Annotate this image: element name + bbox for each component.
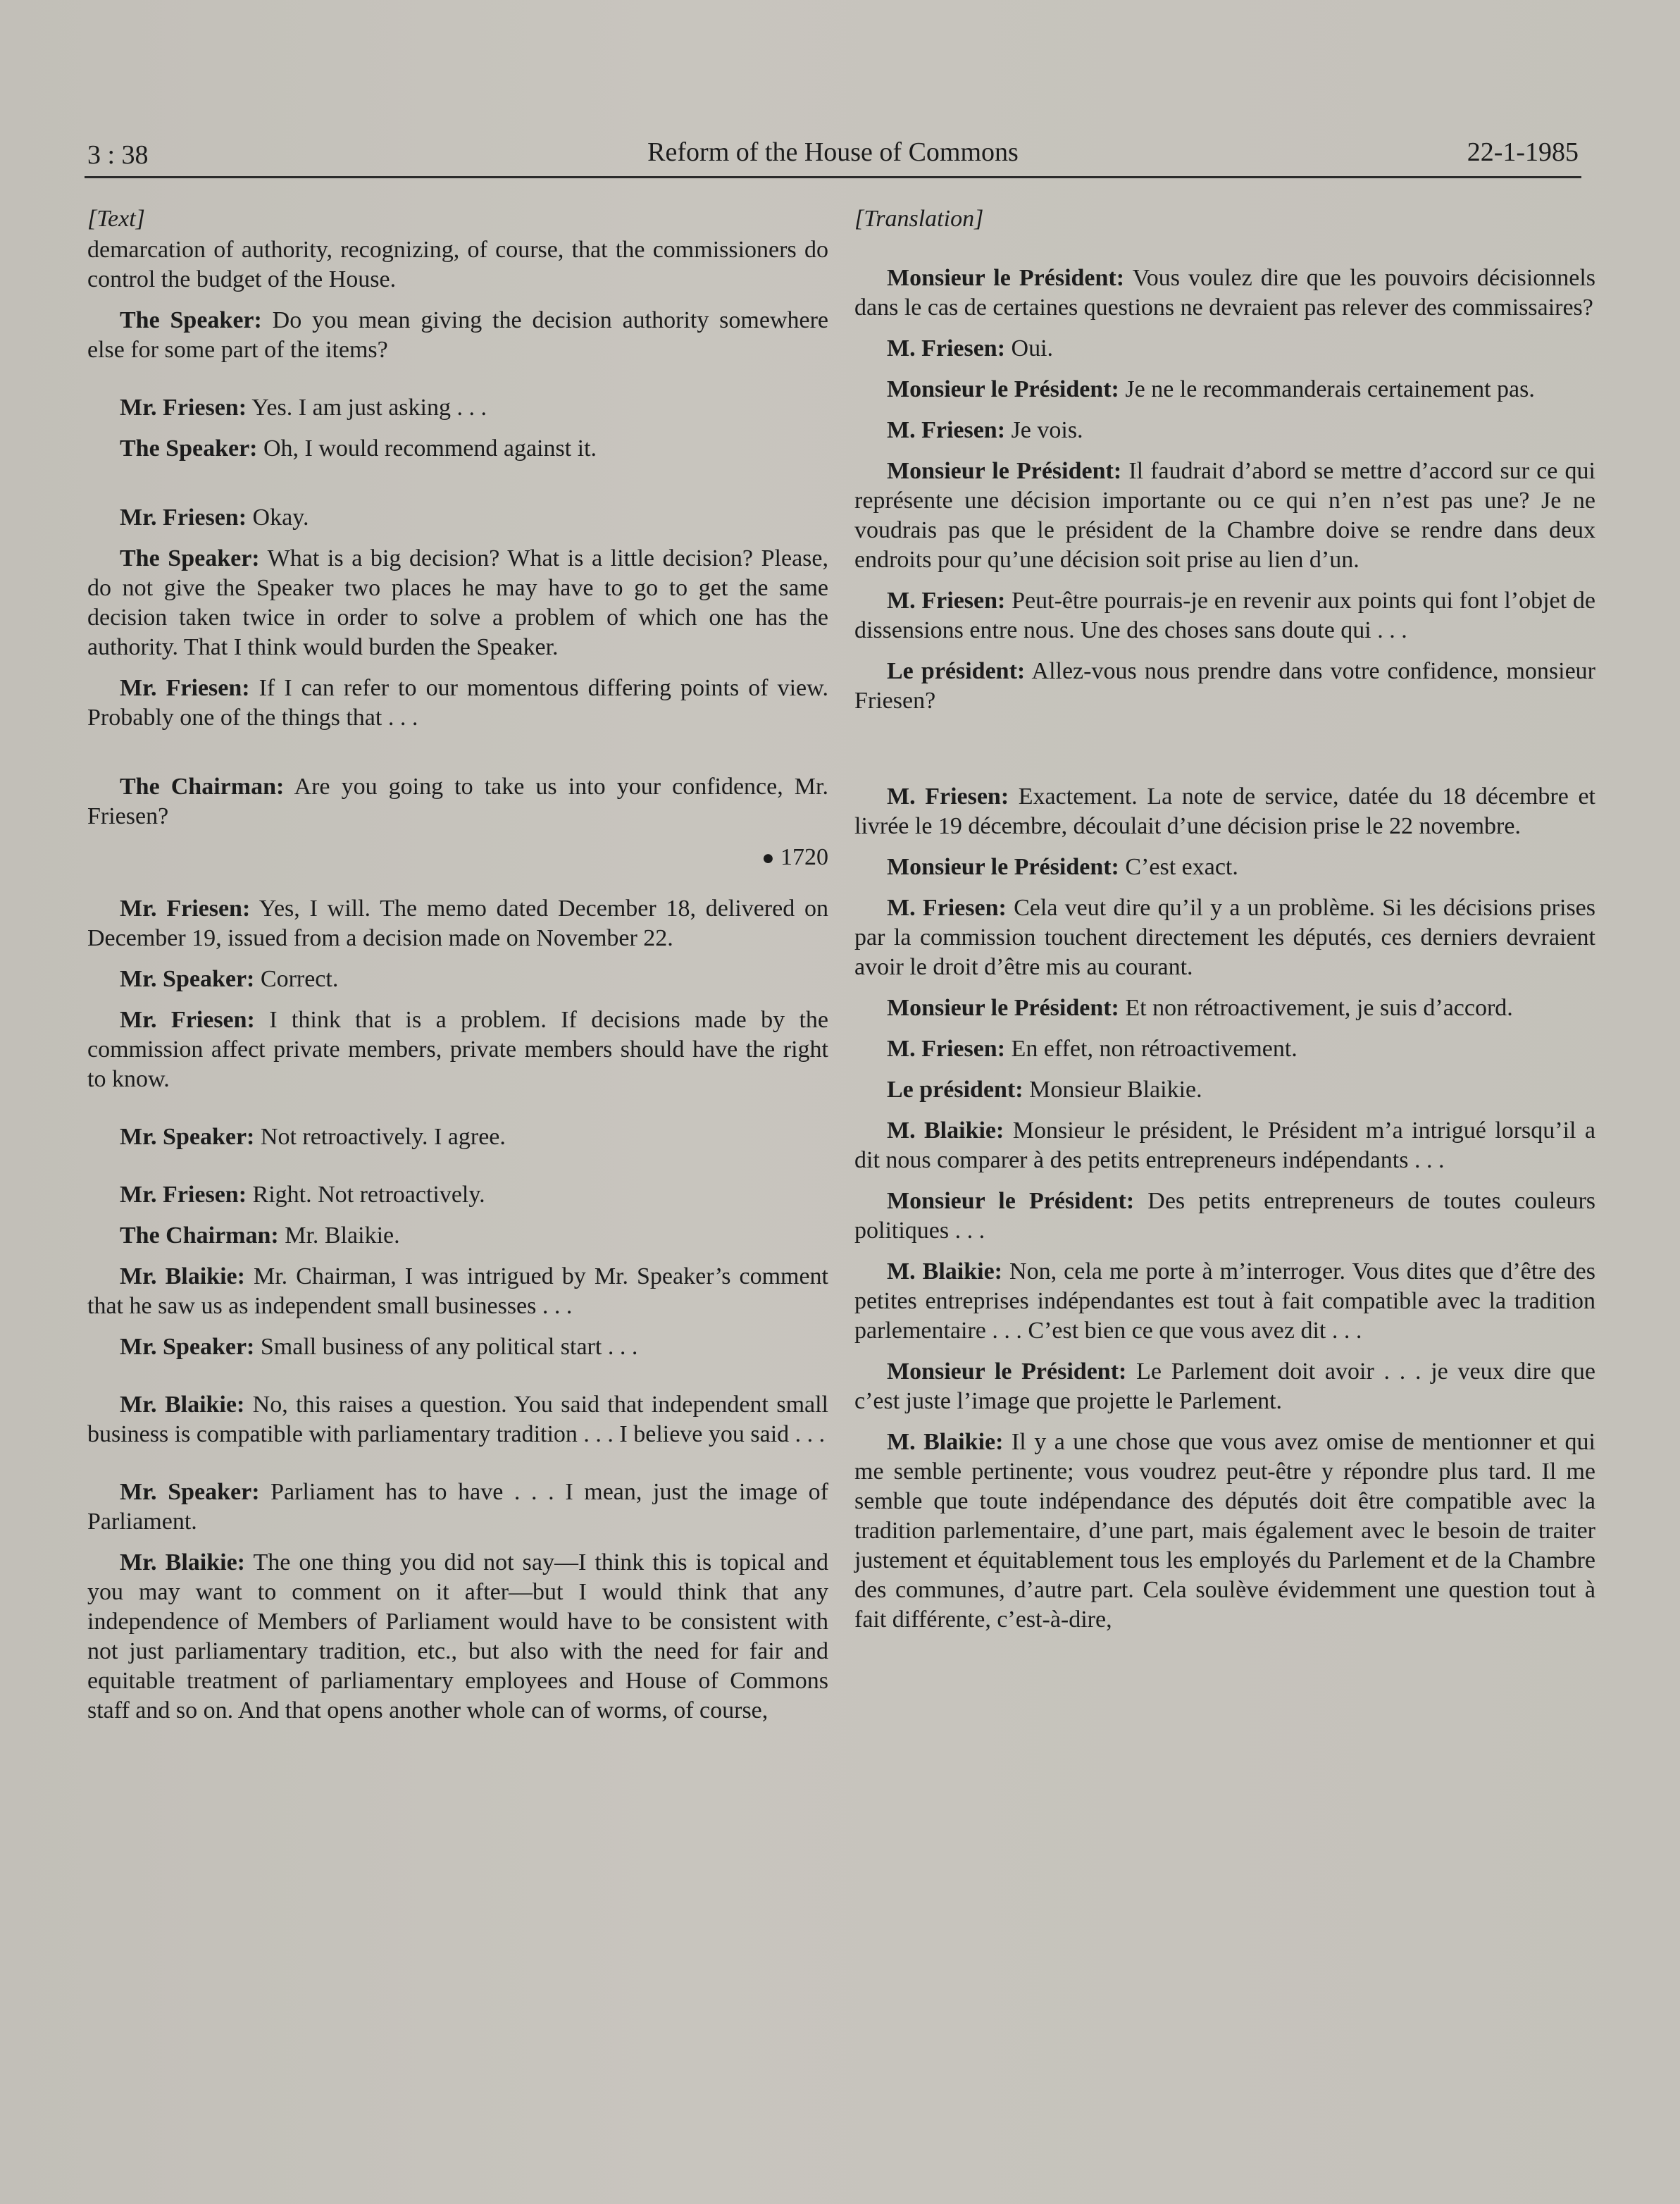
paragraph — [87, 965, 828, 994]
paragraph — [87, 894, 828, 953]
paragraph — [87, 674, 828, 733]
speaker: Monsieur le Président: — [887, 995, 1119, 1021]
text-label: [Text] — [87, 206, 145, 232]
paragraph — [87, 1548, 828, 1726]
paragraph — [854, 375, 1595, 404]
speaker: M. Friesen: — [887, 1036, 1006, 1062]
speaker: Mr. Blaikie: — [120, 1263, 245, 1289]
paragraph — [854, 1116, 1595, 1175]
speech: Right. Not retroactively. — [247, 1182, 485, 1208]
speaker: Monsieur le Président: — [887, 1358, 1127, 1385]
speaker: Monsieur le Président: — [887, 458, 1122, 484]
page-header — [85, 135, 1581, 178]
speaker: Mr. Friesen: — [120, 1182, 247, 1208]
paragraph — [854, 264, 1595, 323]
speech: Peut-être pourrais-je en revenir aux points qui font l’objet de dissensions entre nous. Une des choses sans doute qui . . . — [854, 588, 1595, 643]
speech: Monsieur Blaikie. — [1023, 1077, 1202, 1103]
speech: Parliament has to have . . . I mean, just the image of Parliament. — [87, 1479, 828, 1535]
paragraph — [854, 1357, 1595, 1416]
paragraph — [854, 993, 1595, 1023]
speech: Allez-vous nous prendre dans votre confidence, monsieur Friesen? — [854, 658, 1596, 714]
page-title: Reform of the House of Commons — [647, 137, 1019, 167]
paragraph — [854, 1428, 1595, 1635]
english-column — [87, 204, 828, 1737]
speaker: Mr. Friesen: — [120, 675, 250, 701]
speaker: Mr. Friesen: — [120, 1007, 255, 1033]
speaker: Mr. Friesen: — [120, 896, 251, 922]
speech: Des petits entrepreneurs de toutes couleurs politiques . . . — [854, 1188, 1595, 1244]
translation-label: [Translation] — [854, 206, 984, 232]
paragraph — [854, 586, 1595, 645]
speaker: Monsieur le Président: — [887, 265, 1125, 291]
paragraph — [854, 334, 1595, 364]
speaker: Le président: — [887, 1077, 1023, 1103]
paragraph — [87, 544, 828, 662]
time-marker: ● 1720 — [761, 844, 828, 870]
paragraph — [87, 434, 828, 464]
speech: Vous voulez dire que les pouvoirs décisionnels dans le cas de certaines questions ne devraient pas relever des commissaires? — [854, 265, 1595, 321]
paragraph — [854, 457, 1595, 575]
speech: Exactement. La note de service, datée du 18 décembre et livrée le 19 décembre, découlait d’une décision prise le 22 novembre. — [854, 784, 1595, 839]
speaker: M. Blaikie: — [887, 1429, 1004, 1455]
speech: What is a big decision? What is a little decision? Please, do not give the Speaker two places he may have to go to get the same decision taken twice in order to solve a problem of which one has the authority. That I think would burden the Speaker. — [87, 545, 828, 660]
speech: Are you going to take us into your confidence, Mr. Friesen? — [87, 774, 828, 829]
speaker: M. Friesen: — [887, 335, 1006, 361]
speech: Okay. — [247, 504, 309, 531]
paragraph — [87, 1478, 828, 1537]
speaker: The Speaker: — [120, 545, 260, 571]
speaker: M. Friesen: — [887, 784, 1009, 810]
paragraph — [854, 1075, 1595, 1105]
speech: Mr. Chairman, I was intrigued by Mr. Speaker’s comment that he saw us as independent small businesses . . . — [87, 1263, 829, 1319]
paragraph — [854, 853, 1595, 882]
speaker: Monsieur le Président: — [887, 854, 1119, 880]
speaker: Mr. Blaikie: — [120, 1392, 245, 1418]
speech: Small business of any political start . . . — [254, 1334, 638, 1360]
french-column — [854, 204, 1595, 1646]
speaker: Mr. Speaker: — [120, 1334, 255, 1360]
speaker: The Speaker: — [120, 435, 258, 462]
paragraph — [87, 1262, 828, 1321]
speaker: Mr. Blaikie: — [120, 1549, 245, 1575]
paragraph — [854, 1034, 1595, 1064]
paragraph — [87, 1332, 828, 1362]
paragraph — [87, 1005, 828, 1094]
paragraph — [87, 772, 828, 831]
paragraph — [854, 1257, 1595, 1346]
speech: Je vois. — [1005, 417, 1083, 443]
paragraph — [854, 657, 1595, 716]
paragraph — [854, 1187, 1595, 1246]
paragraph — [854, 893, 1595, 982]
speaker: Mr. Friesen: — [120, 395, 247, 421]
speaker: Mr. Friesen: — [120, 504, 247, 531]
speech: Yes, I will. The memo dated December 18, delivered on December 19, issued from a decision made on November 22. — [87, 896, 828, 951]
speech: The one thing you did not say—I think this is topical and you may want to comment on it after—but I would think that any independence of Members of Parliament would have to be consistent with not just parliamentary tradition, etc., but also with the need for fair and equitable treatment of parliamentary employees and House of Commons staff and so on. And that opens another whole can of worms, of course, — [87, 1549, 828, 1723]
paragraph — [87, 1390, 828, 1449]
speaker: Mr. Speaker: — [120, 1124, 255, 1150]
paragraph — [87, 503, 828, 533]
speech: Oui. — [1005, 335, 1054, 361]
speech: Cela veut dire qu’il y a un problème. Si les décisions prises par la commission touchent directement les députés, ces derniers devraient avoir le droit d’être mis au courant. — [854, 895, 1596, 980]
speech: If I can refer to our momentous differing points of view. Probably one of the things that . . . — [87, 675, 828, 731]
speaker: Monsieur le Président: — [887, 376, 1119, 402]
speaker: The Chairman: — [120, 774, 285, 800]
paragraph: demarcation of authority, recognizing, of course, that the commissioners do control the budget of the House. — [87, 237, 828, 292]
paragraph — [854, 416, 1595, 445]
speech: Je ne le recommanderais certainement pas. — [1119, 376, 1535, 402]
speaker: Monsieur le Président: — [887, 1188, 1135, 1214]
speaker: Le président: — [887, 658, 1026, 684]
speech: En effet, non rétroactivement. — [1005, 1036, 1298, 1062]
paragraph — [87, 393, 828, 423]
speech: I think that is a problem. If decisions made by the commission affect private members, private members should have the right to know. — [87, 1007, 828, 1092]
speaker: M. Friesen: — [887, 895, 1007, 921]
speech: Correct. — [254, 966, 339, 992]
speech: Il y a une chose que vous avez omise de mentionner et qui me semble pertinente; vous voudrez peut-être y répondre plus tard. Il me semble que toute indépendance des députés doit être compatible avec la tradition parlementaire, d’une part, mais également avec le besoin de traiter justement et équitablement tous les employés du Parlement et de la Chambre des communes, d’autre part. Cela soulève évidemment une question tout à fait différente, c’est-à-dire, — [854, 1429, 1595, 1633]
speaker: M. Friesen: — [887, 588, 1006, 614]
speaker: Mr. Speaker: — [120, 1479, 260, 1505]
speech: Oh, I would recommend against it. — [257, 435, 597, 462]
paragraph — [87, 1221, 828, 1251]
paragraph — [854, 782, 1595, 841]
paragraph — [87, 1122, 828, 1152]
page-date: 22-1-1985 — [1467, 137, 1579, 167]
speech: No, this raises a question. You said that independent small business is compatible with parliamentary tradition . . . I believe you said . . . — [87, 1392, 828, 1447]
speaker: The Speaker: — [120, 307, 262, 333]
page-number: 3 : 38 — [87, 140, 149, 170]
bullet-icon: ● — [761, 846, 775, 869]
speech: Mr. Blaikie. — [278, 1222, 400, 1249]
speaker: M. Friesen: — [887, 417, 1006, 443]
speaker: M. Blaikie: — [887, 1258, 1002, 1284]
speaker: The Chairman: — [120, 1222, 279, 1249]
speech: Et non rétroactivement, je suis d’accord. — [1119, 995, 1513, 1021]
speech: Not retroactively. I agree. — [254, 1124, 506, 1150]
speech: Non, cela me porte à m’interroger. Vous dites que d’être des petites entreprises indépendantes est tout à fait compatible avec la tradition parlementaire . . . C’est bien ce que vous avez dit . . . — [854, 1258, 1595, 1344]
speech: Monsieur le président, le Président m’a intrigué lorsqu’il a dit nous comparer à des petits entrepreneurs indépendants . . . — [854, 1118, 1595, 1173]
speech: Il faudrait d’abord se mettre d’accord sur ce qui représente une décision importante ou ce qui n’en n’est pas une? Je ne voudrais pas que le président de la Chambre doive se rendre dans deux endroits pour qu’une décision soit prise au lien d’un. — [854, 458, 1595, 573]
speech: Le Parlement doit avoir . . . je veux dire que c’est juste l’image que projette le Parlement. — [854, 1358, 1595, 1414]
speech: C’est exact. — [1119, 854, 1238, 880]
paragraph — [87, 306, 828, 365]
speech: Do you mean giving the decision authority somewhere else for some part of the items? — [87, 307, 829, 363]
speaker: M. Blaikie: — [887, 1118, 1004, 1144]
speech: Yes. I am just asking . . . — [247, 395, 487, 421]
speaker: Mr. Speaker: — [120, 966, 255, 992]
paragraph — [87, 1180, 828, 1210]
